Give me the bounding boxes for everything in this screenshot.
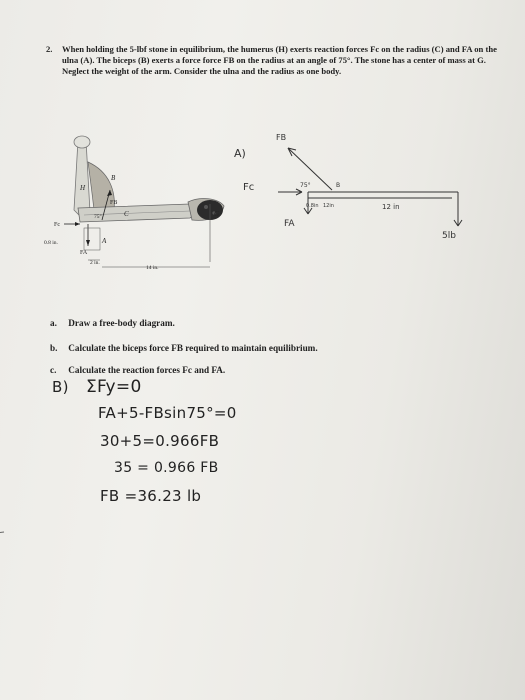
arm-figure: [40, 112, 515, 287]
question-text: Calculate the biceps force FB required to maintain equilibrium.: [68, 343, 318, 353]
fbd-fa: FA: [284, 219, 295, 229]
label-a: A: [102, 237, 107, 245]
question-b: [50, 343, 318, 353]
fbd-weight: 5lb: [442, 231, 456, 241]
solution-part-label: B): [52, 378, 69, 396]
label-h: H: [80, 184, 86, 192]
label-fc: Fc: [54, 222, 60, 228]
question-text: Draw a free-body diagram.: [68, 318, 175, 328]
shoulder-bone: [74, 136, 90, 148]
label-fa: FA: [80, 250, 88, 256]
handwritten-fbd: [234, 133, 462, 241]
humerus-bone: [74, 140, 90, 216]
label-b: B: [111, 174, 116, 182]
fbd-label: A): [234, 147, 246, 160]
question-text: Calculate the reaction forces Fc and FA.: [68, 365, 226, 375]
solution-line-5: FB =36.23 lb: [100, 487, 202, 505]
problem-text: When holding the 5-lbf stone in equilibrium, the humerus (H) exerts reaction forces Fc on the radius (C) and FA on the ulna (A). The biceps (B) exerts a force force FB on the radius at an angle of 75°. The stone has a center of mass at G. Neglect the weight of the arm. Consider the ulna and the radius as one body.: [62, 44, 497, 76]
problem-number: 2.: [46, 44, 53, 54]
solution-line-3: 30+5=0.966FB: [100, 432, 220, 450]
fbd-fb: FB: [276, 133, 287, 142]
fbd-d2: 12in: [323, 203, 334, 209]
label-c: C: [124, 210, 129, 218]
solution-line-1: ΣFy=0: [86, 377, 142, 397]
label-g: G: [214, 210, 220, 218]
fbd-angle: 75°: [300, 182, 311, 189]
solution-line-2: FA+5-FBsin75°=0: [98, 404, 237, 422]
question-label: a.: [50, 318, 57, 328]
question-label: b.: [50, 343, 58, 353]
question-c: [50, 365, 225, 375]
fbd-d3: 12 in: [382, 203, 400, 211]
solution-line-4: 35 = 0.966 FB: [114, 460, 219, 476]
label-fb: FB: [110, 200, 118, 206]
fbd-d1: 0.8in: [306, 203, 319, 209]
fbd-b: B: [336, 182, 341, 189]
question-label: c.: [50, 365, 57, 375]
dim-2: 2 in.: [90, 260, 100, 266]
dim-08: 0.8 in.: [44, 240, 58, 246]
dim-14: 14 in.: [146, 265, 159, 271]
pen-mark: [0, 530, 8, 536]
label-angle: 75°: [94, 214, 102, 220]
fbd-fc: Fc: [243, 182, 255, 193]
question-a: [50, 318, 175, 328]
